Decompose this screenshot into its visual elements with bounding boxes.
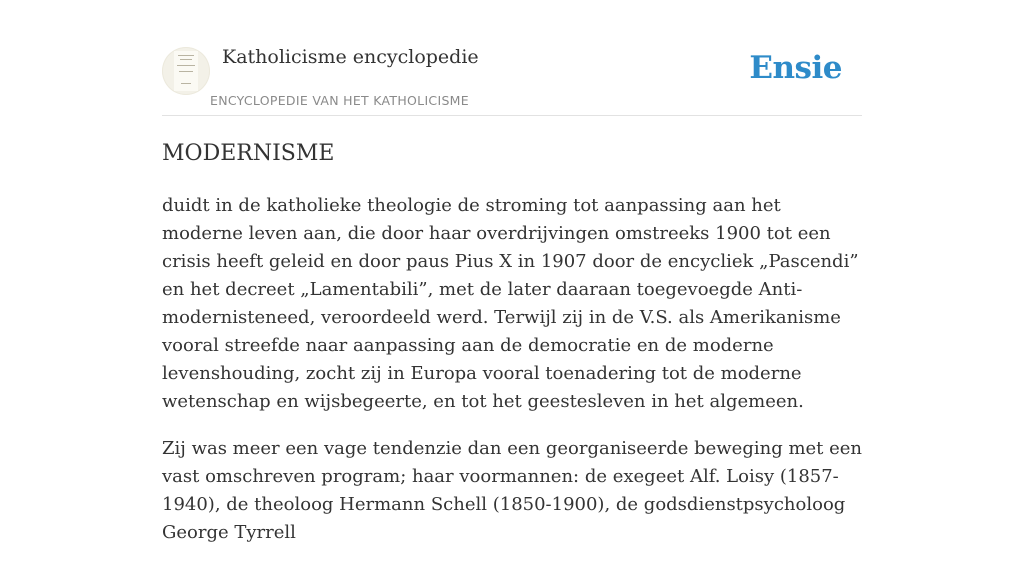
article-paragraph: Zij was meer een vage tendenzie dan een georganiseerde beweging met een vast omschreven program; haar voormannen: de exegeet Alf. Loisy (1857-1940), de theoloog Hermann Schell (1850-1900), de godsdienstpsycholoog George Tyrrell: [162, 438, 863, 543]
book-cover-icon[interactable]: [162, 47, 210, 95]
publication-subtitle: ENCYCLOPEDIE VAN HET KATHOLICISME: [210, 93, 469, 108]
ensie-logo-link[interactable]: Ensie: [749, 50, 842, 86]
publication-title[interactable]: Katholicisme encyclopedie: [222, 46, 479, 68]
page: [162, 0, 863, 543]
site-header: [162, 0, 862, 116]
article-paragraph: duidt in de katholieke theologie de stroming tot aanpassing aan het moderne leven aan, die door haar overdrijvingen omstreeks 1900 tot een crisis heeft geleid en door paus Pius X in 1907 door de encycliek „Pascendi” en het decreet „Lamentabili”, met de later daaraan toegevoegde Anti-modernisteneed, veroordeeld werd. Terwijl zij in de V.S. als Amerikanisme vooral streefde naar aanpassing aan de democratie en de moderne levenshouding, zocht zij in Europa vooral toenadering tot de moderne wetenschap en wijsbegeerte, en tot het geestesleven in het algemeen.: [162, 195, 859, 412]
article-body: [162, 192, 862, 566]
article-title: MODERNISME: [162, 141, 335, 166]
